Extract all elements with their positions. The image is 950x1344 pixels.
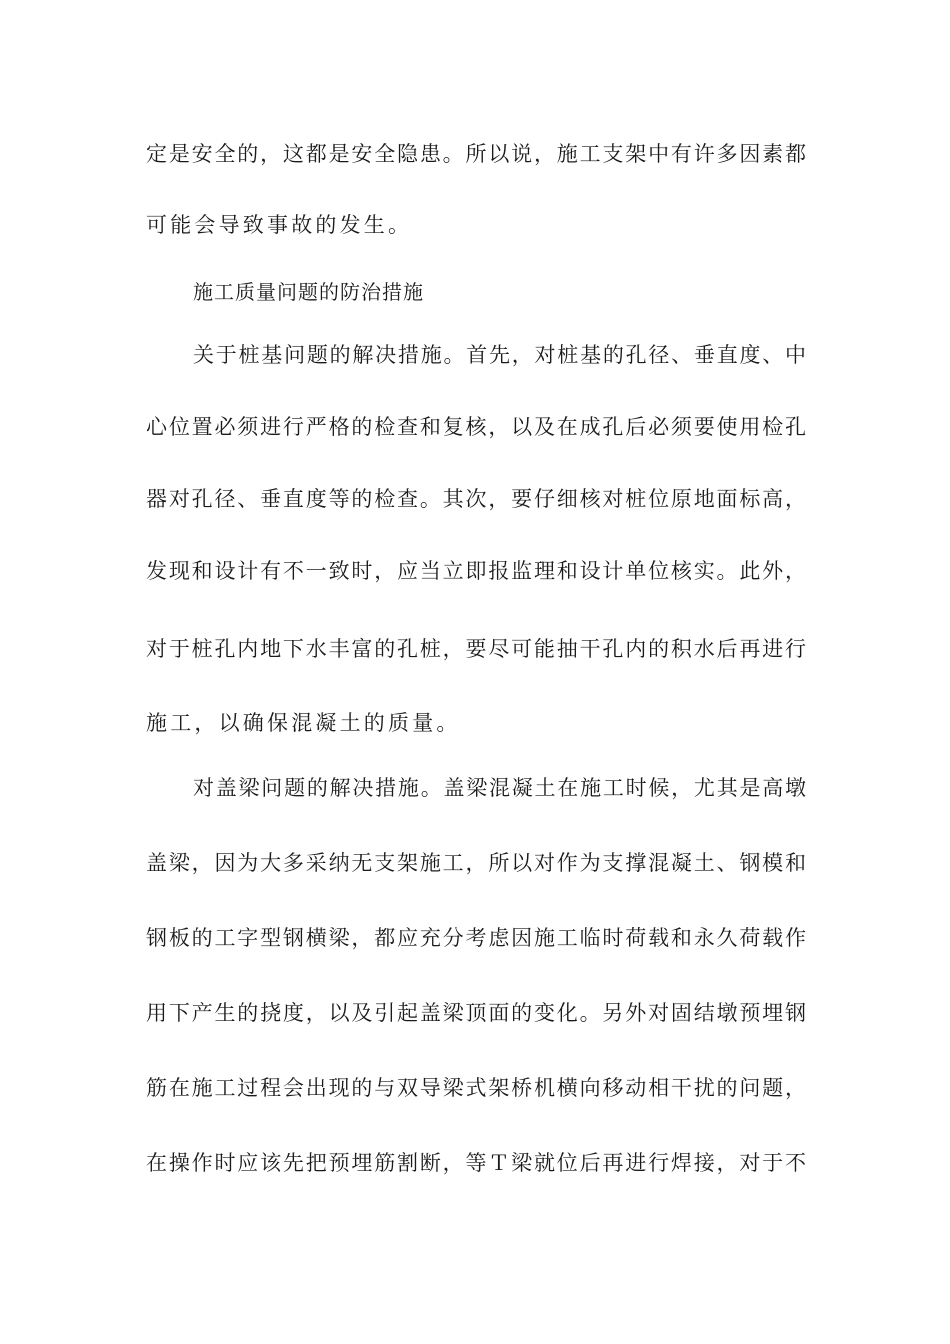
body-text-line: 用下产生的挠度，以及引起盖梁顶面的变化。另外对固结墩预埋钢 [146, 1001, 806, 1025]
body-text-line: 在操作时应该先把预埋筋割断，等Ｔ梁就位后再进行焊接，对于不 [146, 1151, 806, 1175]
body-text-line: 可能会导致事故的发生。 [146, 213, 413, 237]
body-text-line: 对于桩孔内地下水丰富的孔桩，要尽可能抽干孔内的积水后再进行 [146, 637, 806, 661]
body-text-line: 盖梁，因为大多采纳无支架施工，所以对作为支撑混凝土、钢模和 [146, 851, 806, 875]
body-text-line: 筋在施工过程会出现的与双导梁式架桥机横向移动相干扰的问题， [146, 1076, 806, 1100]
body-text-line: 发现和设计有不一致时，应当立即报监理和设计单位核实。此外， [146, 559, 806, 583]
body-text-line: 钢板的工字型钢横梁，都应充分考虑因施工临时荷载和永久荷载作 [146, 926, 806, 950]
body-text-line: 定是安全的，这都是安全隐患。所以说，施工支架中有许多因素都 [146, 142, 806, 166]
body-text-line: 对盖梁问题的解决措施。盖梁混凝土在施工时候，尤其是高墩 [193, 776, 806, 800]
section-heading: 施工质量问题的防治措施 [193, 280, 424, 304]
body-text-line: 关于桩基问题的解决措施。首先，对桩基的孔径、垂直度、中 [193, 343, 806, 367]
body-text-line: 器对孔径、垂直度等的检查。其次，要仔细核对桩位原地面标高， [146, 487, 806, 511]
body-text-line: 心位置必须进行严格的检查和复核，以及在成孔后必须要使用检孔 [146, 415, 806, 439]
body-text-line: 施工，以确保混凝土的质量。 [146, 711, 461, 735]
